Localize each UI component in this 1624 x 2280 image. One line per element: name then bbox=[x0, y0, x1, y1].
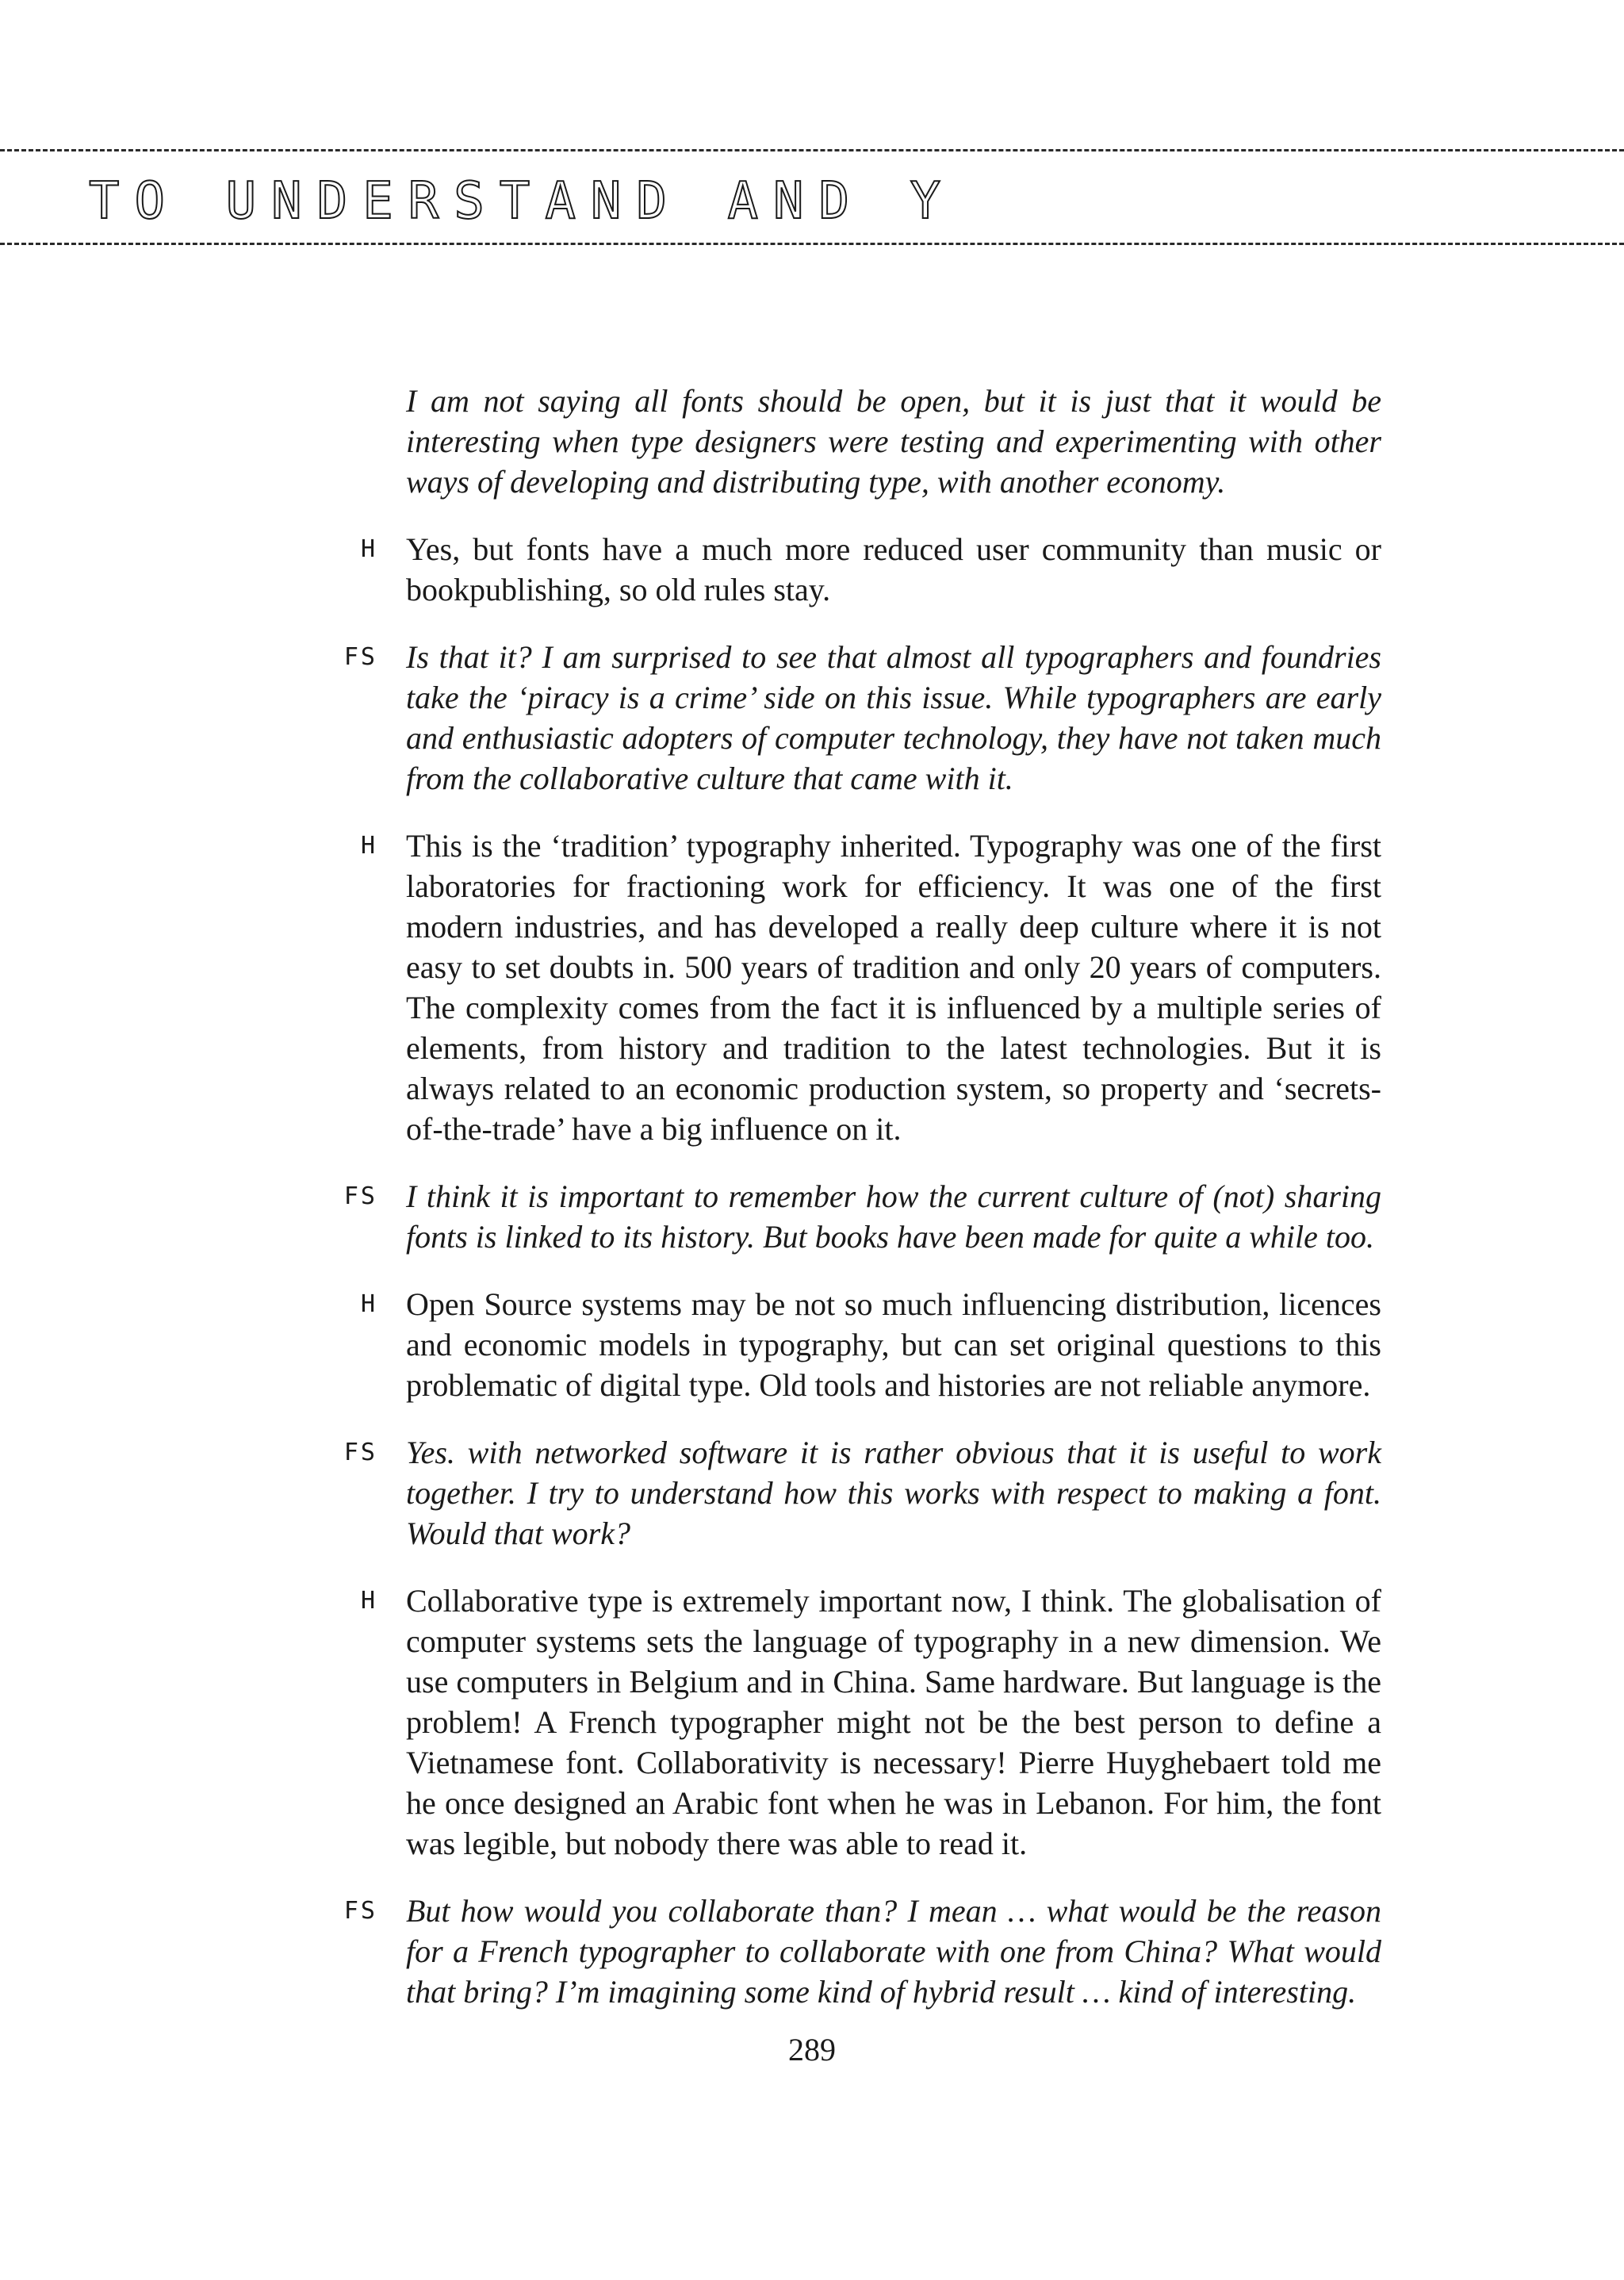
speech-text: I am not saying all fonts should be open, but it is just that it would be interesting when type designers were testing and experimenting with other ways of developing and distributing type, with another economy. bbox=[406, 383, 1381, 500]
speaker-label: FS bbox=[343, 1182, 377, 1210]
dialogue-entry bbox=[0, 637, 1624, 799]
speaker-label: FS bbox=[343, 1897, 377, 1925]
speech-text: Open Source systems may be not so much influencing distribution, licences and economic models in typography, but can set original questions to this problematic of digital type. Old tools and histories are not reliable anymore. bbox=[406, 1286, 1381, 1403]
dialogue-entry bbox=[0, 1581, 1624, 1864]
speech-text: Yes. with networked software it is rather obvious that it is useful to work together. I try to understand how this works with respect to making a font. Would that work? bbox=[406, 1435, 1381, 1551]
page-number: 289 bbox=[788, 2032, 836, 2067]
dialogue-entry bbox=[0, 529, 1624, 610]
speaker-label: FS bbox=[343, 643, 377, 671]
header-top-rule bbox=[0, 149, 1624, 151]
speaker-label: FS bbox=[343, 1439, 377, 1466]
running-title: TO UNDERSTAND AND Y bbox=[89, 172, 956, 231]
speaker-label: H bbox=[360, 1587, 377, 1615]
speaker-label: H bbox=[360, 535, 377, 563]
speech-text: Is that it? I am surprised to see that almost all typographers and foundries take the ‘piracy is a crime’ side on this issue. While typographers are early and enthusiastic adopters of computer technology, they have not taken much from the collaborative culture that came with it. bbox=[406, 639, 1381, 796]
dialogue-entry bbox=[0, 1176, 1624, 1257]
speech-text: Collaborative type is extremely important now, I think. The globalisation of computer systems sets the language of typography in a new dimension. We use computers in Belgium and in China. Same hardware. But language is the problem! A French typographer might not be the best person to define a Vietnamese font. Collaborativity is necessary! Pierre Huyghebaert told me he once designed an Arabic font when he was in Lebanon. For him, the font was legible, but nobody there was able to read it. bbox=[406, 1583, 1381, 1861]
dialogue-entry bbox=[0, 1891, 1624, 2012]
dialogue-entry bbox=[0, 826, 1624, 1149]
dialogue-entry bbox=[0, 381, 1624, 502]
header-bottom-rule bbox=[0, 243, 1624, 245]
dialogue-entry bbox=[0, 1284, 1624, 1405]
speech-text: But how would you collaborate than? I mean … what would be the reason for a French typographer to collaborate with one from China? What would that bring? I’m imagining some kind of hybrid result … kind of interesting. bbox=[406, 1893, 1381, 2010]
running-header bbox=[0, 149, 1624, 247]
speech-text: This is the ‘tradition’ typography inherited. Typography was one of the first laboratories for fractioning work for efficiency. It was one of the first modern industries, and has developed a really deep culture where it is not easy to set doubts in. 500 years of tradition and only 20 years of computers. The complexity comes from the fact it is influenced by a multiple series of elements, from history and tradition to the latest technologies. But it is always related to an economic production system, so property and ‘secrets-of-the-trade’ have a big influence on it. bbox=[406, 828, 1381, 1147]
speaker-label: H bbox=[360, 832, 377, 860]
speaker-label: H bbox=[360, 1290, 377, 1318]
speech-text: Yes, but fonts have a much more reduced user community than music or bookpublishing, so old rules stay. bbox=[406, 531, 1381, 607]
dialogue-body bbox=[0, 381, 1624, 2039]
dialogue-entry bbox=[0, 1432, 1624, 1554]
speech-text: I think it is important to remember how the current culture of (not) sharing fonts is linked to its history. But books have been made for quite a while too. bbox=[406, 1178, 1381, 1255]
